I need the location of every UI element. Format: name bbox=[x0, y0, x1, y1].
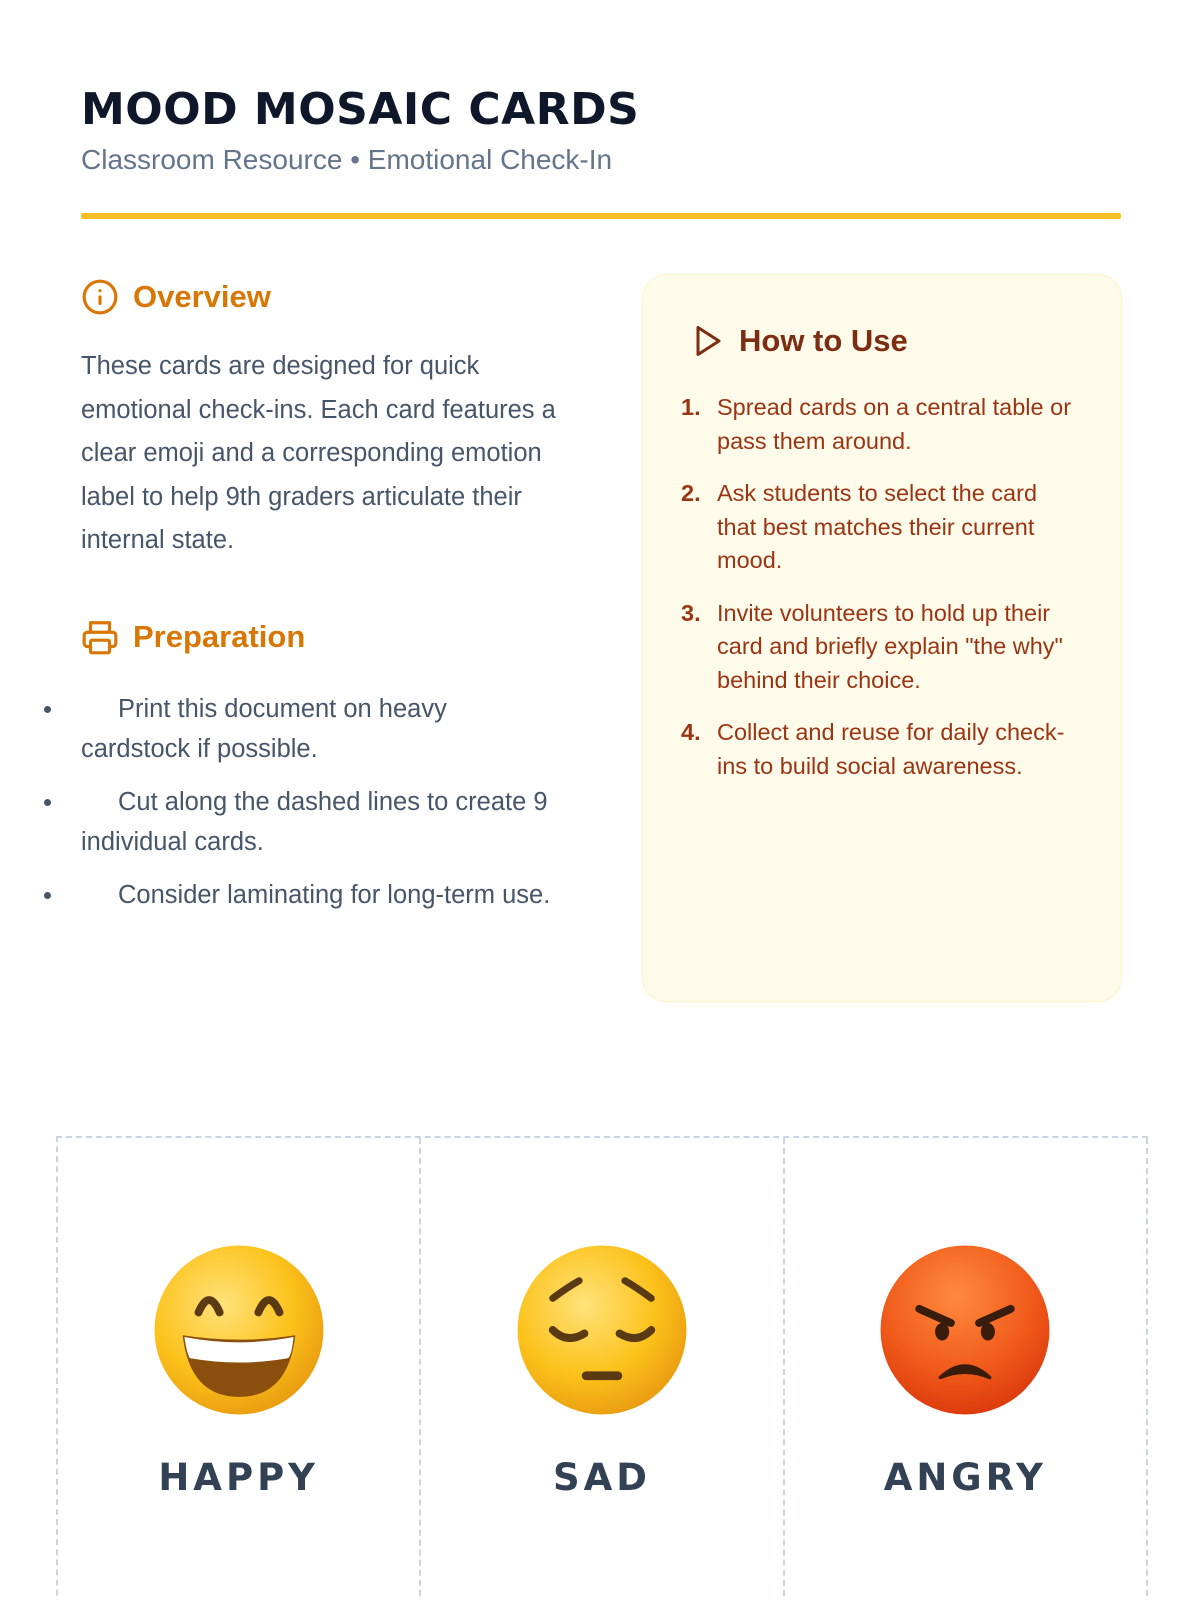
how-to-use-panel bbox=[642, 274, 1122, 1002]
list-item bbox=[81, 875, 561, 915]
emotion-card-label: HAPPY bbox=[158, 1456, 319, 1499]
info-circle-icon bbox=[81, 278, 119, 316]
preparation-list bbox=[81, 689, 561, 915]
page-subtitle: Classroom Resource • Emotional Check-In bbox=[81, 144, 613, 175]
emotion-card-label: SAD bbox=[552, 1456, 651, 1499]
play-icon bbox=[689, 322, 725, 360]
grinning-face-icon bbox=[151, 1242, 327, 1418]
list-item-text: Cut along the dashed lines to create 9 individual cards. bbox=[81, 787, 548, 856]
preparation-heading-label: Preparation bbox=[133, 618, 306, 654]
step-text: Invite volunteers to hold up their card and briefly explain "the why" behind their choice. bbox=[717, 599, 1063, 693]
preparation-heading bbox=[81, 615, 561, 659]
left-column bbox=[81, 275, 561, 928]
step-text: Collect and reuse for daily check-ins to build social awareness. bbox=[717, 719, 1065, 779]
emotion-card-happy bbox=[58, 1138, 421, 1600]
pensive-face-icon bbox=[514, 1242, 690, 1418]
emotion-card-angry bbox=[785, 1138, 1148, 1600]
angry-face-icon bbox=[877, 1242, 1053, 1418]
emotion-cards-grid bbox=[56, 1136, 1148, 1600]
step-item bbox=[681, 597, 1081, 698]
how-to-use-heading bbox=[689, 319, 1081, 363]
list-item bbox=[81, 782, 561, 862]
step-text: Spread cards on a central table or pass them around. bbox=[717, 394, 1072, 454]
step-number: 4. bbox=[681, 719, 701, 745]
step-number: 3. bbox=[681, 599, 701, 626]
step-item bbox=[681, 477, 1081, 578]
emotion-card-label: ANGRY bbox=[883, 1456, 1047, 1499]
how-to-use-heading-label: How to Use bbox=[739, 323, 908, 358]
step-item bbox=[681, 716, 1081, 783]
step-number: 2. bbox=[681, 480, 701, 506]
list-item bbox=[81, 689, 561, 769]
emotion-card-sad bbox=[421, 1138, 784, 1600]
list-item-text: Consider laminating for long-term use. bbox=[118, 880, 551, 909]
printer-icon bbox=[81, 618, 119, 656]
overview-text: These cards are designed for quick emotional check-ins. Each card features a clear emoji and a corresponding emotion label to help 9th graders articulate their internal state. bbox=[81, 352, 556, 554]
how-to-use-steps bbox=[681, 391, 1081, 783]
list-item-text: Print this document on heavy cardstock if possible. bbox=[81, 694, 447, 763]
overview-heading-label: Overview bbox=[133, 279, 271, 314]
page-title: MOOD MOSAIC CARDS bbox=[81, 84, 640, 135]
overview-heading bbox=[81, 275, 561, 319]
header-divider bbox=[81, 213, 1121, 219]
header bbox=[81, 78, 1123, 178]
step-number: 1. bbox=[681, 394, 701, 420]
step-text: Ask students to select the card that best matches their current mood. bbox=[717, 480, 1038, 573]
step-item bbox=[681, 391, 1081, 458]
